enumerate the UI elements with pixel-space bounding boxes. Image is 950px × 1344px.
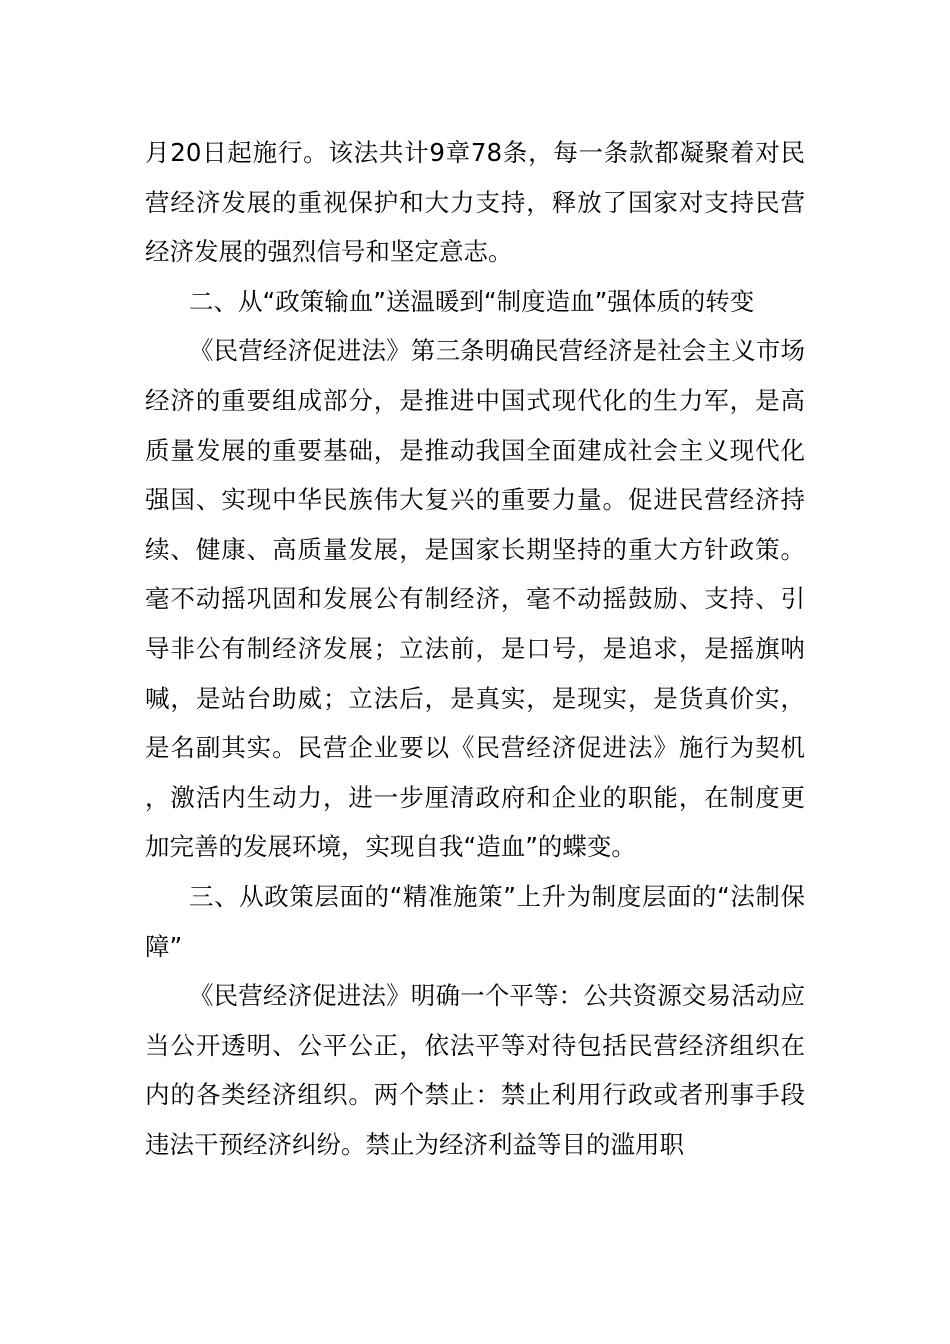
body-paragraph: 《民营经济促进法》明确一个平等：公共资源交易活动应当公开透明、公平公正，依法平等对待包括民营经济组织在内的各类经济组织。两个禁止：禁止利用行政或者刑事手段违法干预经济纠纷。禁止为经济利益等目的滥用职 [145, 981, 805, 1159]
section-heading-3: 三、从政策层面的“精准施策”上升为制度层面的“法制保障” [145, 881, 805, 961]
body-paragraph: 《民营经济促进法》第三条明确民营经济是社会主义市场经济的重要组成部分，是推进中国式现代化的生力军，是高质量发展的重要基础，是推动我国全面建成社会主义现代化强国、实现中华民族伟大复兴的重要力量。促进民营经济持续、健康、高质量发展，是国家长期坚持的重大方针政策。毫不动摇巩固和发展公有制经济，毫不动摇鼓励、支持、引导非公有制经济发展；立法前，是口号，是追求，是摇旗呐喊，是站台助威；立法后，是真实，是现实，是货真价实，是名副其实。民营企业要以《民营经济促进法》施行为契机，激活内生动力，进一步厘清政府和企业的职能，在制度更加完善的发展环境，实现自我“造血”的蝶变。 [145, 336, 805, 862]
section-heading-2: 二、从“政策输血”送温暖到“制度造血”强体质的转变 [189, 286, 755, 316]
body-paragraph-continued: 月20日起施行。该法共计9章78条，每一条款都凝聚着对民营经济发展的重视保护和大力支持，释放了国家对支持民营经济发展的强烈信号和坚定意志。 [145, 138, 805, 267]
document-body [145, 128, 805, 1169]
